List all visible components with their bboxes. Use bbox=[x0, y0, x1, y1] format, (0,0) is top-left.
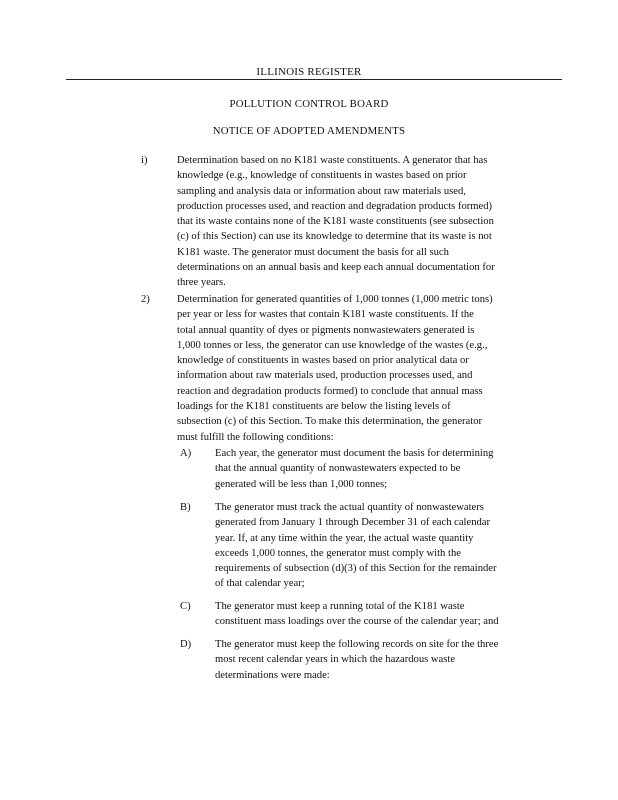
text-line: The generator must keep the following records on site for the three bbox=[215, 639, 499, 650]
text-line: that its waste contains none of the K181 waste constituents (see subsection bbox=[177, 216, 494, 228]
text-line: constituent mass loadings over the course of the calendar year; and bbox=[215, 616, 499, 628]
item-marker: D) bbox=[180, 639, 192, 650]
text-line: Determination based on no K181 waste constituents. A generator that has bbox=[177, 155, 488, 166]
text-line: (c) of this Section) can use its knowledge to determine that its waste is not bbox=[177, 231, 492, 243]
paragraph-item-c bbox=[215, 599, 565, 630]
text-line: determinations on an annual basis and keep each annual documentation for bbox=[177, 262, 495, 274]
register-title: ILLINOIS REGISTER bbox=[0, 65, 618, 80]
text-line: generated will be less than 1,000 tonnes; bbox=[215, 478, 388, 490]
text-line: K181 waste. The generator must document the basis for all such bbox=[177, 246, 449, 258]
text-line: most recent calendar years in which the hazardous waste bbox=[215, 654, 456, 666]
item-marker: C) bbox=[180, 601, 191, 612]
text-line: that the annual quantity of nonwastewaters expected to be bbox=[215, 463, 461, 475]
text-line: exceeds 1,000 tonnes, the generator must comply with the bbox=[215, 547, 461, 559]
text-line: information about raw materials used, production processes used, and bbox=[177, 370, 473, 382]
item-marker: 2) bbox=[141, 294, 150, 305]
paragraph-item-d bbox=[215, 637, 565, 683]
text-line: knowledge (e.g., knowledge of constituents in wastes based on prior bbox=[177, 170, 467, 182]
board-title: POLLUTION CONTROL BOARD bbox=[229, 98, 389, 110]
text-line: requirements of subsection (d)(3) of this Section for the remainder bbox=[215, 563, 497, 575]
text-line: total annual quantity of dyes or pigments nonwastewaters generated is bbox=[177, 324, 475, 336]
text-line: subsection (c) of this Section. To make this determination, the generator bbox=[177, 416, 483, 428]
text-line: The generator must keep a running total of the K181 waste bbox=[215, 601, 465, 612]
text-line: reaction and degradation products formed) to conclude that annual mass bbox=[177, 385, 483, 397]
text-line: three years. bbox=[177, 277, 226, 289]
text-line: production processes used, and reaction and degradation products formed) bbox=[177, 200, 493, 212]
text-line: Each year, the generator must document the basis for determining bbox=[215, 448, 494, 459]
text-line: loadings for the K181 constituents are below the listing levels of bbox=[177, 401, 451, 413]
item-marker: A) bbox=[180, 448, 192, 459]
paragraph-item-2 bbox=[177, 292, 563, 445]
paragraph-item-i bbox=[177, 153, 563, 291]
notice-title: NOTICE OF ADOPTED AMENDMENTS bbox=[212, 125, 406, 137]
text-line: of that calendar year; bbox=[215, 578, 305, 590]
text-line: knowledge of constituents in wastes based on prior analytical data or bbox=[177, 355, 469, 367]
text-line: Determination for generated quantities of 1,000 tonnes (1,000 metric tons) bbox=[177, 294, 493, 305]
text-line: must fulfill the following conditions: bbox=[177, 431, 334, 443]
text-line: generated from January 1 through December 31 of each calendar bbox=[215, 517, 491, 529]
item-marker: i) bbox=[141, 155, 148, 166]
text-line: sampling and analysis data or information about raw materials used, bbox=[177, 185, 466, 197]
item-marker: B) bbox=[180, 502, 191, 513]
paragraph-item-b bbox=[215, 500, 563, 592]
text-line: 1,000 tonnes or less, the generator can use knowledge of the wastes (e.g., bbox=[177, 339, 488, 351]
text-line: year. If, at any time within the year, the actual waste quantity bbox=[215, 532, 474, 544]
text-line: determinations were made: bbox=[215, 669, 330, 681]
text-line: The generator must track the actual quantity of nonwastewaters bbox=[215, 502, 484, 513]
paragraph-item-a bbox=[215, 446, 563, 492]
text-line: per year or less for wastes that contain K181 waste constituents. If the bbox=[177, 309, 474, 321]
